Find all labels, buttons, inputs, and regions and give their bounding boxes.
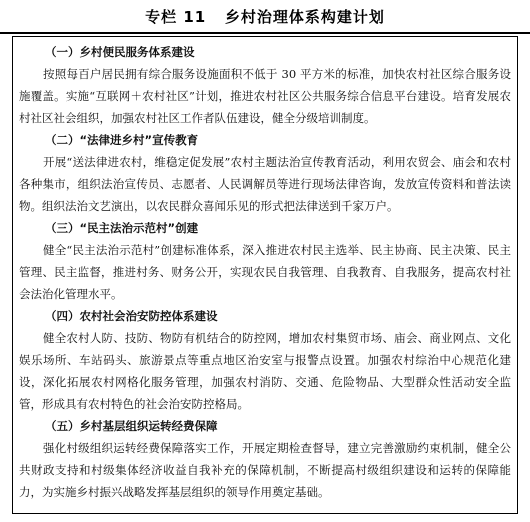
section-body: 健全“民主法治示范村”创建标准体系，深入推进农村民主选举、民主协商、民主决策、民主管理、民主监督，推进村务、财务公开，实现农民自我管理、自我教育、自我服务，提高农村社会法治化管理水平。 xyxy=(19,243,511,301)
section-body: 强化村级组织运转经费保障落实工作，开展定期检查督导，建立完善激励约束机制，健全公共财政支持和村级集体经济收益自我补充的保障机制，不断提高村级组织建设和运转的保障能力，为实施乡村振兴战略发挥基层组织的领导作用奠定基础。 xyxy=(19,441,511,499)
section-law-education xyxy=(19,129,511,217)
title-bar xyxy=(0,0,530,34)
section-heading: （一）乡村便民服务体系建设 xyxy=(45,45,195,59)
section-demo-village xyxy=(19,217,511,305)
section-heading: （二）“法律进乡村”宣传教育 xyxy=(45,133,199,147)
content-box xyxy=(12,36,518,514)
section-body: 按照每百户居民拥有综合服务设施面积不低于 30 平方米的标准，加快农村社区综合服务设施覆盖。实施“互联网＋农村社区”计划，推进农村社区公共服务综合信息平台建设。培育发展农村社区社会组织，加强农村社区工作者队伍建设，健全分级培训制度。 xyxy=(19,67,511,125)
section-service-system xyxy=(19,41,511,129)
section-heading: （四）农村社会治安防控体系建设 xyxy=(45,309,218,323)
section-heading: （五）乡村基层组织运转经费保障 xyxy=(45,419,218,433)
section-funding-guarantee xyxy=(19,415,511,503)
section-body: 开展“送法律进农村，维稳定促发展”农村主题法治宣传教育活动，利用农贸会、庙会和农村各种集市，组织法治宣传员、志愿者、人民调解员等进行现场法律咨询，发放宣传资料和普法读物。组织法治文艺演出，以农民群众喜闻乐见的形式把法律送到千家万户。 xyxy=(19,155,511,213)
section-body: 健全农村人防、技防、物防有机结合的防控网，增加农村集贸市场、庙会、商业网点、文化娱乐场所、车站码头、旅游景点等重点地区治安室与报警点设置。加强农村综治中心规范化建设，深化拓展农村网格化服务管理，加强农村消防、交通、危险物品、大型群众性活动安全监管，形成具有农村特色的社会治安防控格局。 xyxy=(19,331,511,411)
page-title: 专栏 11 乡村治理体系构建计划 xyxy=(145,7,385,26)
section-heading: （三）“民主法治示范村”创建 xyxy=(45,221,199,235)
section-public-security xyxy=(19,305,511,415)
